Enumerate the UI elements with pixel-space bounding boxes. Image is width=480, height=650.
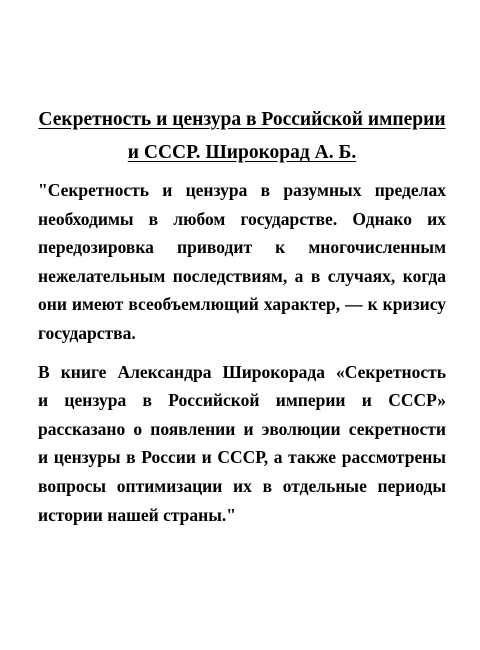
paragraph-1-line-2: необходимы в любом государстве. Однако их — [38, 208, 446, 229]
title-line-2: и СССР. Широкорад А. Б. — [127, 142, 357, 163]
paragraph-1 — [38, 176, 446, 348]
paragraph-2-line-5: вопросы оптимизации их в отдельные периоды — [38, 475, 446, 496]
paragraph-2 — [38, 358, 446, 530]
paragraph-1-line-3: передозировка приводит к многочисленным — [38, 237, 446, 258]
paragraph-2-line-2: и цензура в Российской империи и СССР» — [38, 390, 446, 411]
paragraph-1-line-4: нежелательным последствиям, а в случаях, когда — [38, 265, 446, 286]
paragraph-1-line-1: "Секретность и цензура в разумных пределах — [38, 180, 446, 200]
paragraph-2-line-1: В книге Александра Широкорада «Секретность — [38, 361, 446, 382]
paragraph-1-line-5: они имеют всеобъемлющий характер, — к кризису — [38, 294, 446, 315]
document-title — [38, 103, 446, 169]
paragraph-2-line-4: и цензуры в России и СССР, а также рассмотрены — [38, 447, 446, 468]
paragraph-1-line-6: государства. — [38, 322, 136, 343]
title-line-1: Секретность и цензура в Российской империи — [38, 109, 446, 130]
paragraph-2-line-3: рассказано о появлении и эволюции секретности — [38, 418, 446, 439]
document-page — [38, 103, 446, 529]
paragraph-2-line-6: истории нашей страны." — [38, 504, 236, 525]
